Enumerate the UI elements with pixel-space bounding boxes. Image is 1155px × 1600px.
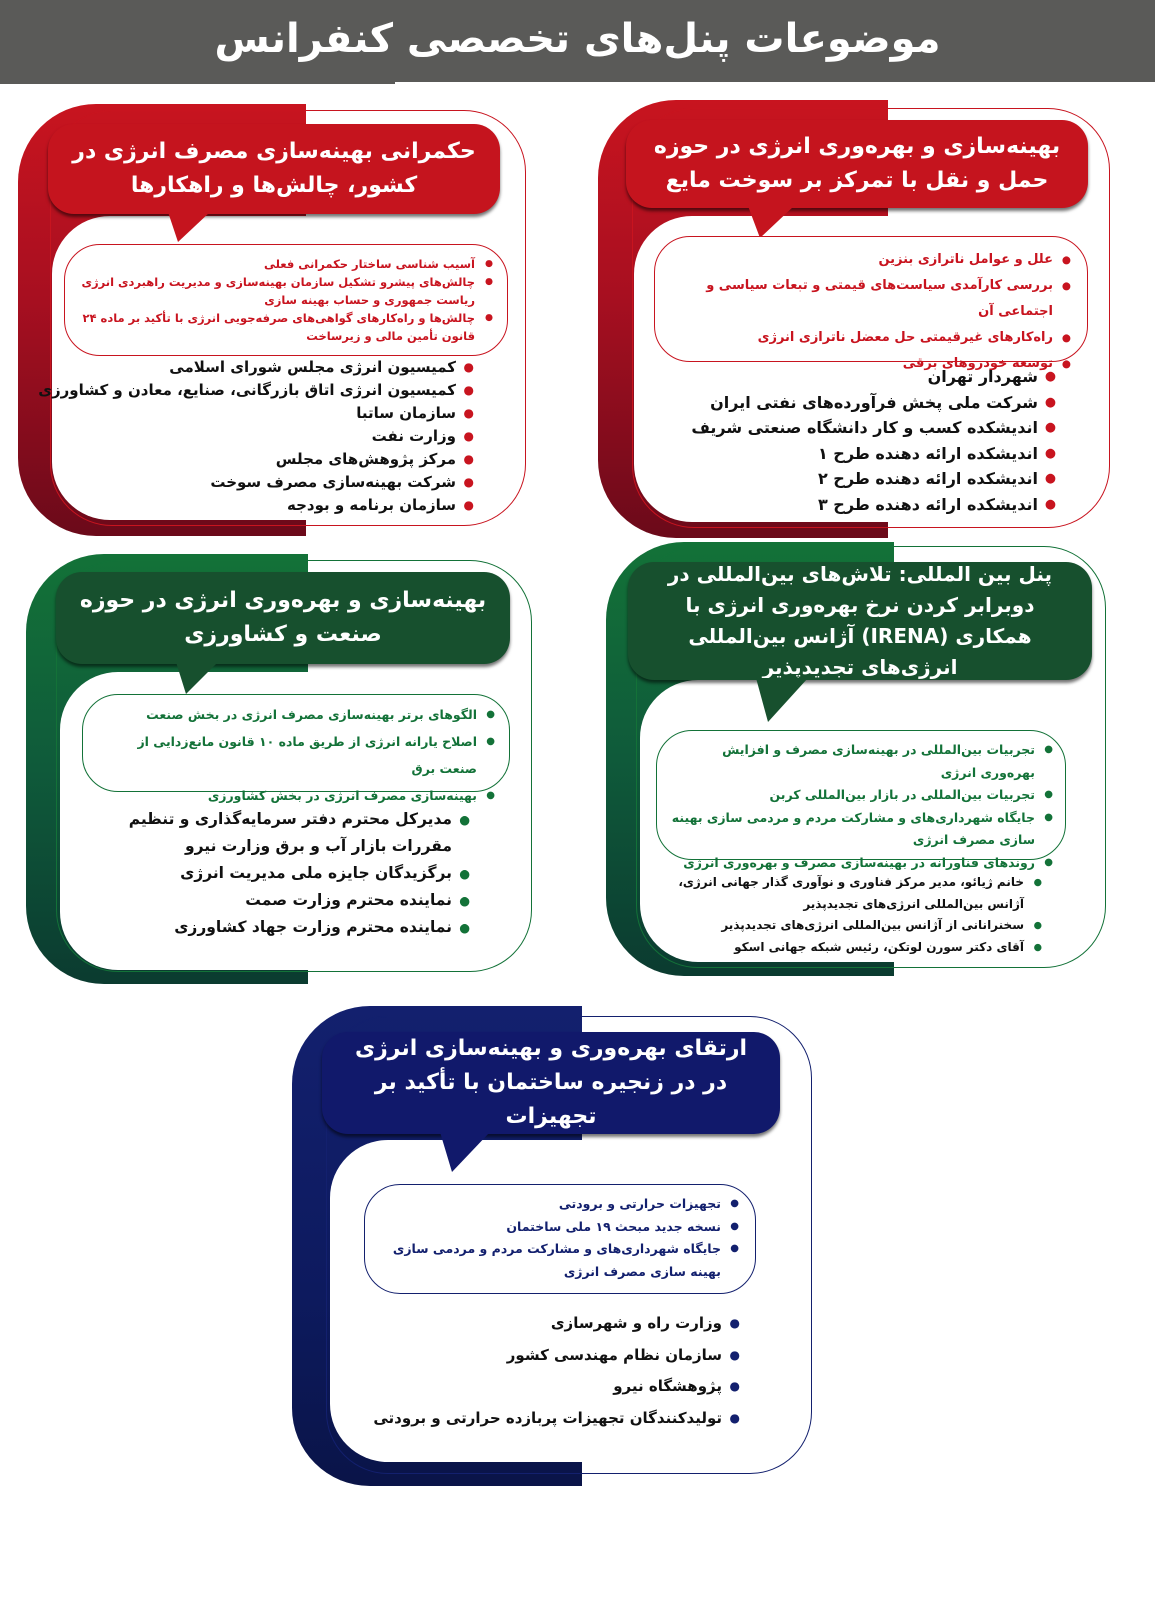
organization-item: ● شهردار تهران [636,364,1056,390]
organization-item: ● سازمان برنامه و بودجه [34,494,474,517]
panel-title-bubble [628,562,1092,680]
panel-governance [18,104,538,536]
organization-item: ● سازمان نظام مهندسی کشور [360,1340,740,1372]
panel-building [292,1006,820,1486]
bubble-tail [748,206,794,238]
topics-box [82,694,510,803]
topic-item: ● تجربیات بین‌المللی در بازار بین‌المللی کربن [669,784,1053,807]
organizations-list [70,806,470,941]
panel-title: ارتقای بهره‌وری و بهینه‌سازی انرژی در در زنجیره ساختمان با تأکید بر تجهیزات [354,1035,748,1130]
bubble-tail [168,212,210,242]
topic-item: ● اصلاح یارانه انرژی از طریق ماده ۱۰ قانون مانع‌زدایی از صنعت برق [97,728,495,782]
organization-item: ● تولیدکنندگان تجهیزات پربازده حرارتی و برودتی [360,1403,740,1435]
topics-box [364,1184,756,1294]
topic-item: ● علل و عوامل ناترازی بنزین [671,247,1071,273]
organization-item: ● اندیشکده کسب و کار دانشگاه صنعتی شریف [636,415,1056,441]
panel-title: بهینه‌سازی و بهره‌وری انرژی در حوزه حمل و نقل با تمرکز بر سوخت مایع [653,133,1061,193]
panel-title-bubble [48,124,500,214]
organization-item: ● اندیشکده ارائه دهنده طرح ۳ [636,492,1056,518]
panel-international [606,542,1116,976]
organizations-list [652,872,1042,958]
panel-industry-agriculture [26,554,538,984]
panel-title: بهینه‌سازی و بهره‌وری انرژی در حوزه صنعت و کشاورزی [79,587,487,647]
topic-item: ● تجهیزات حرارتی و برودتی [381,1193,739,1216]
organization-item: ● پژوهشگاه نیرو [360,1371,740,1403]
topic-item: ● نسخه جدید مبحث ۱۹ ملی ساختمان [381,1216,739,1239]
panel-title-bubble [56,572,510,664]
topic-item: ● بررسی کارآمدی سیاست‌های قیمتی و تبعات سیاسی و اجتماعی آن [671,273,1071,325]
topic-item: ● جایگاه شهرداری‌های و مشارکت مردم و مردمی سازی بهینه سازی مصرف انرژی [381,1238,739,1283]
organizations-list [636,364,1056,517]
page-header [0,0,1155,82]
header-stripe [0,80,395,84]
organization-item: ● شرکت بهینه‌سازی مصرف سوخت [34,471,474,494]
topic-item: ● چالش‌ها و راه‌کارهای گواهی‌های صرفه‌جویی انرژی با تأکید بر ماده ۲۴ قانون تأمین مالی و زیرساخت [79,309,493,345]
organization-item: ● خانم ژیائو، مدیر مرکز فناوری و نوآوری گذار جهانی انرژی، آژانس بین‌المللی انرژی‌های تجدیدپذیر [652,872,1042,915]
topic-item: ● تجربیات بین‌المللی در بهینه‌سازی مصرف و افزایش بهره‌وری انرژی [669,739,1053,784]
organization-item: ● نماینده محترم وزارت صمت [70,887,470,914]
bubble-tail [176,662,218,694]
topic-item: ● چالش‌های پیشرو تشکیل سازمان بهینه‌سازی و مدیریت راهبردی انرژی ریاست جمهوری و حساب بهینه سازی [79,273,493,309]
organization-item: ● وزارت راه و شهرسازی [360,1308,740,1340]
panel-title: پنل بین المللی: تلاش‌های بین‌المللی در دوبرابر کردن نرخ بهره‌وری انرژی با همکاری (IRENA) آژانس بین‌المللی انرژی‌های تجدیدپذیر [667,562,1053,679]
panel-title-bubble [626,120,1088,208]
organization-item: ● مرکز پژوهش‌های مجلس [34,448,474,471]
topic-item: ● بهینه‌سازی مصرف انرژی در بخش کشاورزی [97,782,495,809]
topic-item: ● الگوهای برتر بهینه‌سازی مصرف انرژی در بخش صنعت [97,701,495,728]
organization-item: ● اندیشکده ارائه دهنده طرح ۱ [636,441,1056,467]
bubble-tail [756,678,808,722]
organization-item: ● شرکت ملی پخش فرآورده‌های نفتی ایران [636,390,1056,416]
organization-item: ● کمیسیون انرژی مجلس شورای اسلامی [34,356,474,379]
organizations-list [360,1308,740,1434]
topic-item: ● توسعه خودروهای برقی [671,351,1071,377]
panel-title: حکمرانی بهینه‌سازی مصرف انرژی در کشور، چالش‌ها و راهکارها [72,138,476,198]
topic-item: ● جایگاه شهرداری‌های و مشارکت مردم و مردمی سازی بهینه سازی مصرف انرژی [669,807,1053,852]
panel-title-bubble [322,1032,780,1134]
topic-item: ● آسیب شناسی ساختار حکمرانی فعلی [79,255,493,273]
organization-item: ● اندیشکده ارائه دهنده طرح ۲ [636,466,1056,492]
topic-item: ● روندهای فناورانه در بهینه‌سازی مصرف و بهره‌وری انرژی [669,852,1053,875]
panel-transport [598,100,1118,538]
page-title: موضوعات پنل‌های تخصصی کنفرانس [214,16,941,62]
organization-item: ● آقای دکتر سورن لوتکن، رئیس شبکه جهانی اسکو [652,937,1042,959]
organization-item: ● نماینده محترم وزارت جهاد کشاورزی [70,914,470,941]
organization-item: ● سازمان ساتبا [34,402,474,425]
organization-item: ● وزارت نفت [34,425,474,448]
organizations-list [34,356,474,517]
organization-item: ● برگزیدگان جایزه ملی مدیریت انرژی [70,860,470,887]
topics-box [654,236,1088,371]
organization-item: ● کمیسیون انرژی اتاق بازرگانی، صنایع، معادن و کشاورزی [34,379,474,402]
topic-item: ● راه‌کارهای غیرقیمتی حل معضل ناترازی انرژی [671,325,1071,351]
topics-box [64,244,508,356]
organization-item: ● مدیرکل محترم دفتر سرمایه‌گذاری و تنظیم مقررات بازار آب و برق وزارت نیرو [70,806,470,860]
organization-item: ● سخنرانانی از آژانس بین‌المللی انرژی‌های تجدیدپذیر [652,915,1042,937]
topics-box [656,730,1066,870]
bubble-tail [440,1132,490,1172]
